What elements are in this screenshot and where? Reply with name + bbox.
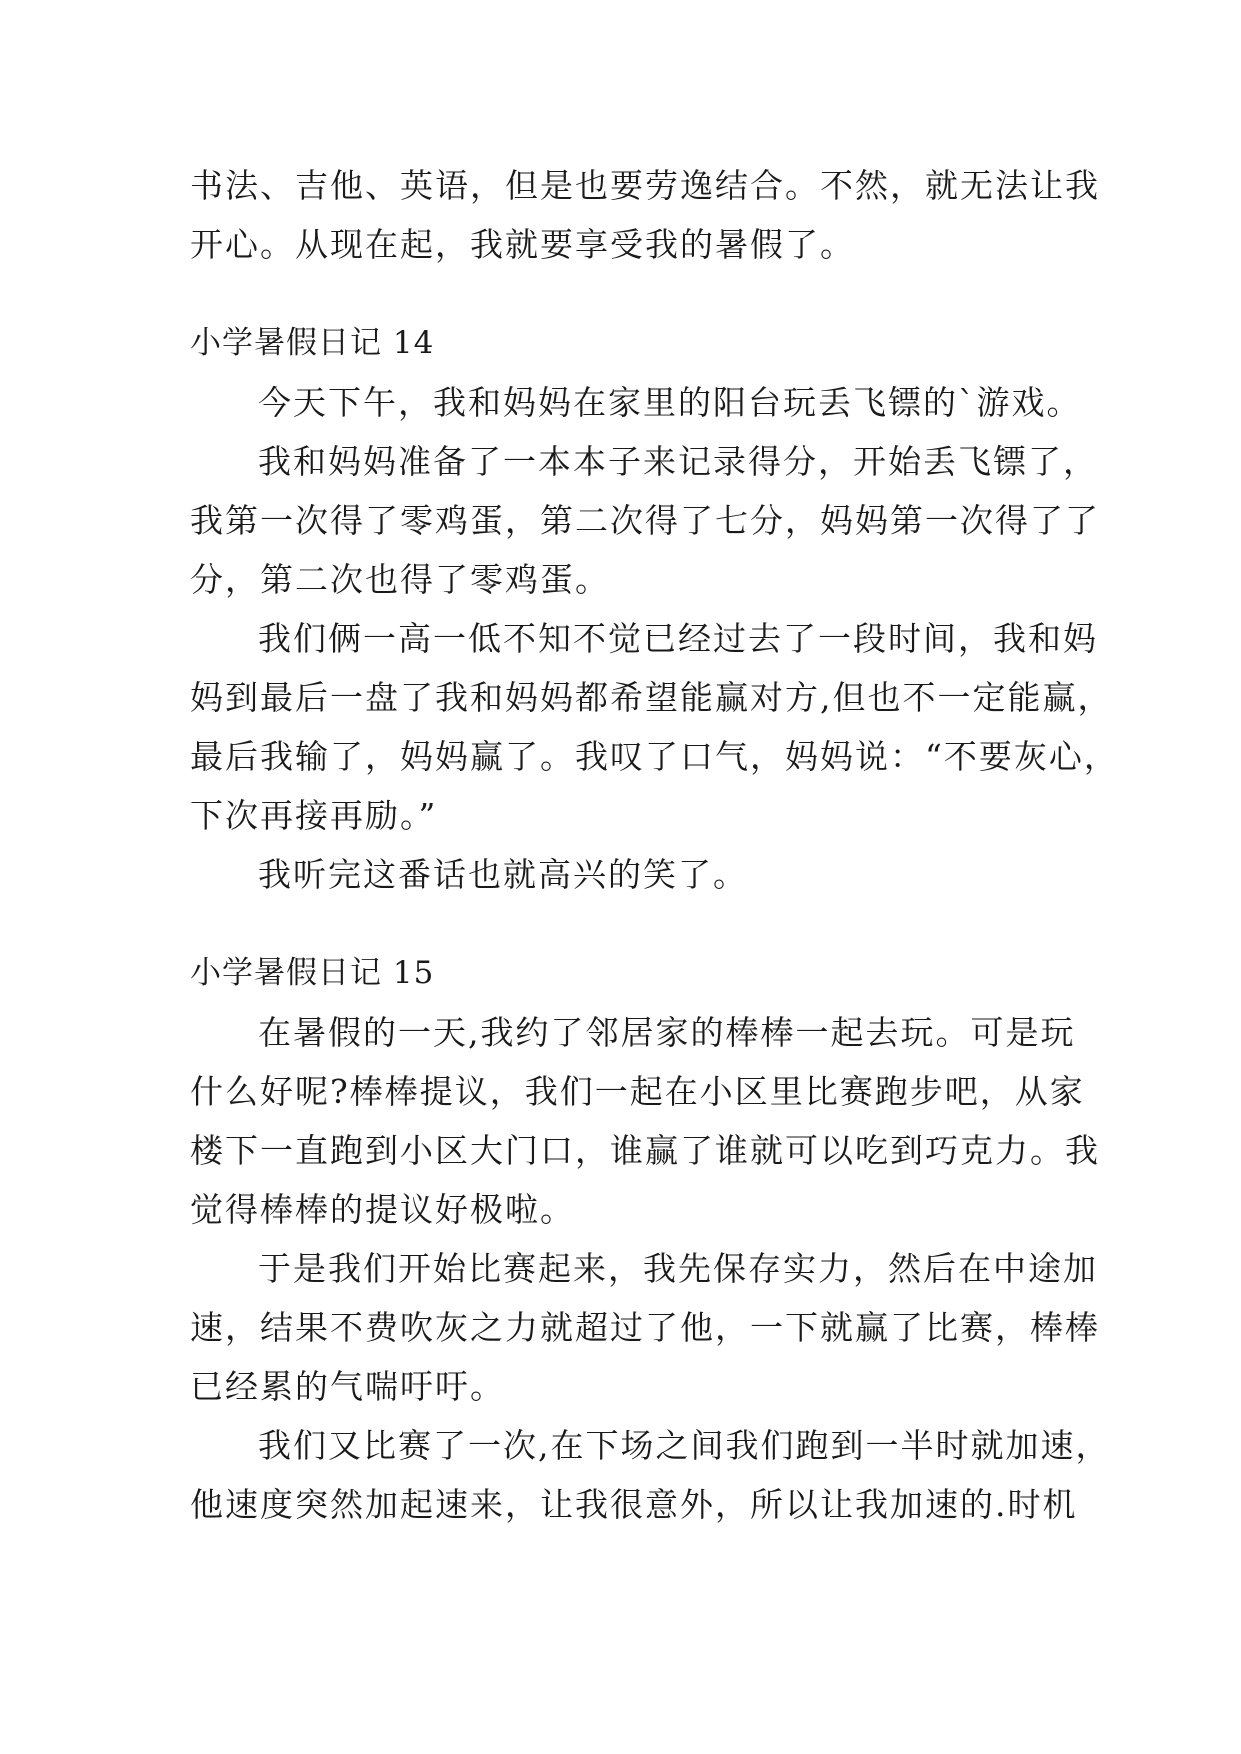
text-line: 我第一次得了零鸡蛋，第二次得了七分，妈妈第一次得了了 <box>190 501 1100 540</box>
paragraph <box>190 373 1082 432</box>
paragraph <box>190 1239 1100 1416</box>
text-line: 已经累的气喘吁吁。 <box>190 1367 505 1406</box>
text-line: 于是我们开始比赛起来，我先保存实力，然后在中途加 <box>258 1249 1098 1288</box>
text-line: 楼下一直跑到小区大门口，谁赢了谁就可以吃到巧克力。我 <box>190 1131 1100 1170</box>
document-page <box>190 156 1119 1534</box>
diary-entry-14 <box>190 314 1119 904</box>
continuation-paragraph <box>190 156 1100 274</box>
text-line: 书法、吉他、英语，但是也要劳逸结合。不然，就无法让我 <box>190 166 1100 205</box>
text-line: 我们俩一高一低不知不觉已经过去了一段时间，我和妈 <box>258 619 1098 658</box>
section-gap <box>190 904 1060 944</box>
text-line: 今天下午，我和妈妈在家里的阳台玩丢飞镖的`游戏。 <box>258 383 1082 422</box>
text-line: 最后我输了，妈妈赢了。我叹了口气，妈妈说：“不要灰心， <box>190 737 1119 776</box>
paragraph <box>190 609 1119 845</box>
text-line: 分，第二次也得了零鸡蛋。 <box>190 560 610 599</box>
text-line: 什么好呢?棒棒提议，我们一起在小区里比赛跑步吧，从家 <box>190 1072 1085 1111</box>
text-line: 在暑假的一天,我约了邻居家的棒棒一起去玩。可是玩 <box>258 1013 1076 1052</box>
paragraph <box>190 1416 1111 1534</box>
text-line: 速，结果不费吹灰之力就超过了他，一下就赢了比赛，棒棒 <box>190 1308 1100 1347</box>
text-line: 我和妈妈准备了一本本子来记录得分，开始丢飞镖了， <box>258 442 1098 481</box>
diary-entry-15 <box>190 944 1111 1534</box>
entry-title: 小学暑假日记 14 <box>190 325 435 361</box>
paragraph <box>190 432 1100 609</box>
text-line: 我听完这番话也就高兴的笑了。 <box>258 855 748 894</box>
text-line: 下次再接再励。” <box>190 796 438 835</box>
entry-title: 小学暑假日记 15 <box>190 955 435 991</box>
paragraph <box>190 845 1060 904</box>
section-gap <box>190 274 1060 314</box>
text-line: 觉得棒棒的提议好极啦。 <box>190 1190 575 1229</box>
text-line: 妈到最后一盘了我和妈妈都希望能赢对方,但也不一定能赢， <box>190 678 1113 717</box>
text-line: 开心。从现在起，我就要享受我的暑假了。 <box>190 225 855 264</box>
text-line: 我们又比赛了一次,在下场之间我们跑到一半时就加速， <box>258 1426 1111 1465</box>
paragraph <box>190 1003 1100 1239</box>
text-line: 他速度突然加起速来，让我很意外，所以让我加速的.时机 <box>190 1485 1078 1524</box>
